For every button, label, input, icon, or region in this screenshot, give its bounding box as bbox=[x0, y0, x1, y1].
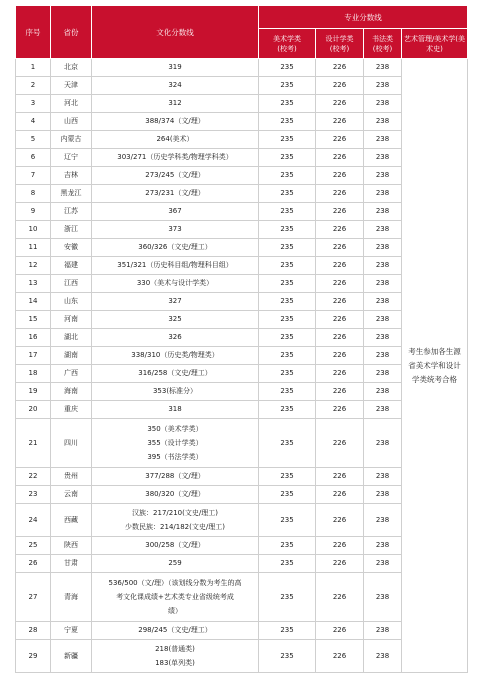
row-fine-arts-score: 235 bbox=[259, 95, 316, 113]
table-row bbox=[16, 239, 468, 257]
row-culture-score bbox=[92, 221, 259, 239]
row-fine-arts-score: 235 bbox=[259, 365, 316, 383]
culture-score-line: 360/326（文史/理工） bbox=[138, 243, 212, 251]
culture-score-line: 303/271（历史学科类/物理学科类） bbox=[117, 153, 233, 161]
header-art-management: 艺术管理/美术学(美术史) bbox=[402, 29, 468, 59]
row-number: 2 bbox=[16, 77, 51, 95]
row-province: 江西 bbox=[51, 275, 92, 293]
header-province: 省份 bbox=[51, 6, 92, 59]
row-design-score: 226 bbox=[316, 468, 364, 486]
table-row bbox=[16, 257, 468, 275]
row-calligraphy-score: 238 bbox=[364, 365, 402, 383]
row-province: 天津 bbox=[51, 77, 92, 95]
row-calligraphy-score: 238 bbox=[364, 504, 402, 537]
table-row bbox=[16, 149, 468, 167]
row-calligraphy-score: 238 bbox=[364, 77, 402, 95]
row-culture-score bbox=[92, 257, 259, 275]
table-row bbox=[16, 555, 468, 573]
row-calligraphy-score: 238 bbox=[364, 221, 402, 239]
row-design-score: 226 bbox=[316, 149, 364, 167]
table-row bbox=[16, 293, 468, 311]
row-province: 浙江 bbox=[51, 221, 92, 239]
culture-score-line: 536/500（文/理）（该划线分数为考生的高 bbox=[108, 579, 242, 587]
row-culture-score bbox=[92, 504, 259, 537]
row-province: 甘肃 bbox=[51, 555, 92, 573]
row-fine-arts-score: 235 bbox=[259, 257, 316, 275]
row-fine-arts-score: 235 bbox=[259, 486, 316, 504]
culture-score-line: 318 bbox=[168, 405, 182, 413]
row-fine-arts-score: 235 bbox=[259, 573, 316, 622]
row-design-score: 226 bbox=[316, 59, 364, 77]
row-province: 山西 bbox=[51, 113, 92, 131]
row-number: 23 bbox=[16, 486, 51, 504]
row-calligraphy-score: 238 bbox=[364, 383, 402, 401]
row-fine-arts-score: 235 bbox=[259, 203, 316, 221]
table-row bbox=[16, 419, 468, 468]
table-row bbox=[16, 203, 468, 221]
culture-score-line: 218(普通类) bbox=[155, 645, 195, 653]
row-number: 18 bbox=[16, 365, 51, 383]
culture-score-line: 少数民族：214/182(文史/理工) bbox=[125, 523, 225, 531]
culture-score-line: 377/288（文/理） bbox=[145, 472, 205, 480]
row-culture-score bbox=[92, 468, 259, 486]
row-design-score: 226 bbox=[316, 275, 364, 293]
culture-score-line: 353(标准分） bbox=[152, 387, 198, 395]
art-management-requirement: 考生参加各生源省美术学和设计学类统考合格 bbox=[402, 59, 468, 673]
row-fine-arts-score: 235 bbox=[259, 537, 316, 555]
culture-score-line: 325 bbox=[168, 315, 182, 323]
culture-score-line: 338/310（历史类/物理类） bbox=[131, 351, 219, 359]
row-design-score: 226 bbox=[316, 640, 364, 673]
culture-score-line: 319 bbox=[168, 63, 182, 71]
row-fine-arts-score: 235 bbox=[259, 77, 316, 95]
row-fine-arts-score: 235 bbox=[259, 131, 316, 149]
row-design-score: 226 bbox=[316, 131, 364, 149]
row-design-score: 226 bbox=[316, 221, 364, 239]
row-province: 黑龙江 bbox=[51, 185, 92, 203]
row-number: 25 bbox=[16, 537, 51, 555]
row-number: 19 bbox=[16, 383, 51, 401]
row-calligraphy-score: 238 bbox=[364, 573, 402, 622]
row-number: 14 bbox=[16, 293, 51, 311]
row-calligraphy-score: 238 bbox=[364, 293, 402, 311]
table-row bbox=[16, 329, 468, 347]
row-number: 29 bbox=[16, 640, 51, 673]
culture-score-line: 264(美术） bbox=[156, 135, 194, 143]
row-number: 22 bbox=[16, 468, 51, 486]
row-culture-score bbox=[92, 131, 259, 149]
row-fine-arts-score: 235 bbox=[259, 622, 316, 640]
table-row bbox=[16, 95, 468, 113]
row-culture-score bbox=[92, 59, 259, 77]
table-row bbox=[16, 622, 468, 640]
row-culture-score bbox=[92, 537, 259, 555]
row-calligraphy-score: 238 bbox=[364, 203, 402, 221]
culture-score-line: 327 bbox=[168, 297, 182, 305]
row-calligraphy-score: 238 bbox=[364, 622, 402, 640]
row-number: 8 bbox=[16, 185, 51, 203]
culture-score-line: 326 bbox=[168, 333, 182, 341]
row-fine-arts-score: 235 bbox=[259, 329, 316, 347]
row-culture-score bbox=[92, 149, 259, 167]
culture-score-line: 183(单列类) bbox=[155, 659, 195, 667]
culture-score-line: 367 bbox=[168, 207, 182, 215]
row-calligraphy-score: 238 bbox=[364, 329, 402, 347]
table-row bbox=[16, 185, 468, 203]
row-design-score: 226 bbox=[316, 311, 364, 329]
header-fine-arts: 美术学类 (校考) bbox=[259, 29, 316, 59]
row-culture-score bbox=[92, 95, 259, 113]
row-calligraphy-score: 238 bbox=[364, 257, 402, 275]
row-design-score: 226 bbox=[316, 383, 364, 401]
culture-score-line: 373 bbox=[168, 225, 182, 233]
row-province: 河北 bbox=[51, 95, 92, 113]
row-number: 7 bbox=[16, 167, 51, 185]
culture-score-line: 273/245（文/理） bbox=[145, 171, 205, 179]
row-calligraphy-score: 238 bbox=[364, 537, 402, 555]
row-number: 1 bbox=[16, 59, 51, 77]
row-calligraphy-score: 238 bbox=[364, 149, 402, 167]
row-culture-score bbox=[92, 640, 259, 673]
row-design-score: 226 bbox=[316, 95, 364, 113]
row-design-score: 226 bbox=[316, 347, 364, 365]
row-design-score: 226 bbox=[316, 257, 364, 275]
row-culture-score bbox=[92, 311, 259, 329]
row-fine-arts-score: 235 bbox=[259, 293, 316, 311]
table-row bbox=[16, 504, 468, 537]
score-table bbox=[15, 5, 468, 673]
row-number: 3 bbox=[16, 95, 51, 113]
row-design-score: 226 bbox=[316, 77, 364, 95]
row-number: 20 bbox=[16, 401, 51, 419]
row-fine-arts-score: 235 bbox=[259, 275, 316, 293]
row-fine-arts-score: 235 bbox=[259, 113, 316, 131]
culture-score-line: 380/320（文/理） bbox=[145, 490, 205, 498]
row-fine-arts-score: 235 bbox=[259, 347, 316, 365]
table-row bbox=[16, 537, 468, 555]
row-design-score: 226 bbox=[316, 555, 364, 573]
row-calligraphy-score: 238 bbox=[364, 468, 402, 486]
row-fine-arts-score: 235 bbox=[259, 401, 316, 419]
table-row bbox=[16, 167, 468, 185]
row-province: 辽宁 bbox=[51, 149, 92, 167]
table-header bbox=[16, 6, 468, 59]
table-row bbox=[16, 486, 468, 504]
culture-score-line: 298/245（文史/理工） bbox=[138, 626, 212, 634]
row-number: 24 bbox=[16, 504, 51, 537]
row-fine-arts-score: 235 bbox=[259, 149, 316, 167]
row-number: 17 bbox=[16, 347, 51, 365]
row-culture-score bbox=[92, 77, 259, 95]
row-culture-score bbox=[92, 573, 259, 622]
row-design-score: 226 bbox=[316, 329, 364, 347]
row-calligraphy-score: 238 bbox=[364, 555, 402, 573]
table-row bbox=[16, 77, 468, 95]
row-calligraphy-score: 238 bbox=[364, 167, 402, 185]
culture-score-line: 395（书法学类） bbox=[147, 453, 203, 461]
culture-score-line: 351/321（历史科目组/物理科目组） bbox=[117, 261, 233, 269]
row-calligraphy-score: 238 bbox=[364, 239, 402, 257]
table-row bbox=[16, 113, 468, 131]
row-design-score: 226 bbox=[316, 504, 364, 537]
table-body bbox=[16, 59, 468, 673]
row-fine-arts-score: 235 bbox=[259, 555, 316, 573]
row-number: 9 bbox=[16, 203, 51, 221]
culture-score-line: 324 bbox=[168, 81, 182, 89]
row-fine-arts-score: 235 bbox=[259, 468, 316, 486]
row-province: 山东 bbox=[51, 293, 92, 311]
row-design-score: 226 bbox=[316, 167, 364, 185]
table-row bbox=[16, 468, 468, 486]
culture-score-line: 273/231（文/理） bbox=[145, 189, 205, 197]
culture-score-line: 388/374（文/理） bbox=[145, 117, 205, 125]
row-culture-score bbox=[92, 293, 259, 311]
table-row bbox=[16, 640, 468, 673]
row-calligraphy-score: 238 bbox=[364, 419, 402, 468]
row-province: 贵州 bbox=[51, 468, 92, 486]
row-number: 6 bbox=[16, 149, 51, 167]
row-fine-arts-score: 235 bbox=[259, 167, 316, 185]
row-culture-score bbox=[92, 203, 259, 221]
row-fine-arts-score: 235 bbox=[259, 221, 316, 239]
row-number: 27 bbox=[16, 573, 51, 622]
row-design-score: 226 bbox=[316, 239, 364, 257]
table-row bbox=[16, 131, 468, 149]
row-number: 12 bbox=[16, 257, 51, 275]
row-culture-score bbox=[92, 401, 259, 419]
row-culture-score bbox=[92, 185, 259, 203]
row-culture-score bbox=[92, 419, 259, 468]
culture-score-line: 300/258（文/理） bbox=[145, 541, 205, 549]
culture-score-line: 316/258（文史/理工） bbox=[138, 369, 212, 377]
row-province: 河南 bbox=[51, 311, 92, 329]
row-calligraphy-score: 238 bbox=[364, 401, 402, 419]
row-calligraphy-score: 238 bbox=[364, 59, 402, 77]
row-culture-score bbox=[92, 113, 259, 131]
row-calligraphy-score: 238 bbox=[364, 95, 402, 113]
row-culture-score bbox=[92, 167, 259, 185]
row-number: 11 bbox=[16, 239, 51, 257]
row-calligraphy-score: 238 bbox=[364, 486, 402, 504]
row-design-score: 226 bbox=[316, 185, 364, 203]
row-calligraphy-score: 238 bbox=[364, 185, 402, 203]
table-row bbox=[16, 573, 468, 622]
row-design-score: 226 bbox=[316, 573, 364, 622]
row-calligraphy-score: 238 bbox=[364, 131, 402, 149]
row-province: 内蒙古 bbox=[51, 131, 92, 149]
row-fine-arts-score: 235 bbox=[259, 383, 316, 401]
row-fine-arts-score: 235 bbox=[259, 59, 316, 77]
row-province: 西藏 bbox=[51, 504, 92, 537]
row-province: 新疆 bbox=[51, 640, 92, 673]
row-province: 云南 bbox=[51, 486, 92, 504]
row-province: 江苏 bbox=[51, 203, 92, 221]
culture-score-line: 考文化课成绩+艺术类专业省级统考成 bbox=[116, 593, 234, 601]
row-culture-score bbox=[92, 486, 259, 504]
row-calligraphy-score: 238 bbox=[364, 347, 402, 365]
row-number: 5 bbox=[16, 131, 51, 149]
row-number: 26 bbox=[16, 555, 51, 573]
row-design-score: 226 bbox=[316, 365, 364, 383]
table-row bbox=[16, 347, 468, 365]
table-row bbox=[16, 275, 468, 293]
header-professional: 专业分数线 bbox=[259, 6, 468, 29]
row-design-score: 226 bbox=[316, 622, 364, 640]
culture-score-line: 259 bbox=[168, 559, 182, 567]
row-province: 青海 bbox=[51, 573, 92, 622]
table-row bbox=[16, 401, 468, 419]
row-province: 吉林 bbox=[51, 167, 92, 185]
row-province: 北京 bbox=[51, 59, 92, 77]
culture-score-line: 350（美术学类） bbox=[147, 425, 203, 433]
row-culture-score bbox=[92, 329, 259, 347]
row-culture-score bbox=[92, 555, 259, 573]
row-design-score: 226 bbox=[316, 486, 364, 504]
row-culture-score bbox=[92, 347, 259, 365]
row-province: 安徽 bbox=[51, 239, 92, 257]
header-culture: 文化分数线 bbox=[92, 6, 259, 59]
row-fine-arts-score: 235 bbox=[259, 239, 316, 257]
row-province: 陕西 bbox=[51, 537, 92, 555]
culture-score-line: 312 bbox=[168, 99, 182, 107]
row-number: 15 bbox=[16, 311, 51, 329]
row-province: 湖北 bbox=[51, 329, 92, 347]
row-province: 宁夏 bbox=[51, 622, 92, 640]
row-design-score: 226 bbox=[316, 203, 364, 221]
row-calligraphy-score: 238 bbox=[364, 640, 402, 673]
culture-score-line: 330（美术与设计学类） bbox=[136, 279, 214, 287]
table-row bbox=[16, 383, 468, 401]
row-design-score: 226 bbox=[316, 293, 364, 311]
row-fine-arts-score: 235 bbox=[259, 185, 316, 203]
culture-score-line: 绩） bbox=[168, 607, 182, 615]
row-number: 21 bbox=[16, 419, 51, 468]
row-culture-score bbox=[92, 275, 259, 293]
row-fine-arts-score: 235 bbox=[259, 419, 316, 468]
table-row bbox=[16, 221, 468, 239]
row-province: 海南 bbox=[51, 383, 92, 401]
row-province: 四川 bbox=[51, 419, 92, 468]
row-number: 4 bbox=[16, 113, 51, 131]
row-fine-arts-score: 235 bbox=[259, 504, 316, 537]
row-culture-score bbox=[92, 365, 259, 383]
header-calligraphy: 书法类 (校考) bbox=[364, 29, 402, 59]
row-province: 湖南 bbox=[51, 347, 92, 365]
row-culture-score bbox=[92, 383, 259, 401]
row-design-score: 226 bbox=[316, 419, 364, 468]
row-culture-score bbox=[92, 239, 259, 257]
table-row bbox=[16, 59, 468, 77]
row-calligraphy-score: 238 bbox=[364, 311, 402, 329]
row-number: 10 bbox=[16, 221, 51, 239]
row-design-score: 226 bbox=[316, 537, 364, 555]
row-province: 福建 bbox=[51, 257, 92, 275]
row-design-score: 226 bbox=[316, 401, 364, 419]
row-number: 13 bbox=[16, 275, 51, 293]
culture-score-line: 汉族：217/210(文史/理工) bbox=[132, 509, 218, 517]
row-fine-arts-score: 235 bbox=[259, 311, 316, 329]
row-culture-score bbox=[92, 622, 259, 640]
row-province: 广西 bbox=[51, 365, 92, 383]
table-row bbox=[16, 311, 468, 329]
row-number: 16 bbox=[16, 329, 51, 347]
row-calligraphy-score: 238 bbox=[364, 113, 402, 131]
row-calligraphy-score: 238 bbox=[364, 275, 402, 293]
table-row bbox=[16, 365, 468, 383]
culture-score-line: 355（设计学类） bbox=[147, 439, 203, 447]
row-design-score: 226 bbox=[316, 113, 364, 131]
header-design: 设计学类 (校考) bbox=[316, 29, 364, 59]
score-table-wrapper bbox=[15, 5, 467, 673]
header-seq: 序号 bbox=[16, 6, 51, 59]
row-number: 28 bbox=[16, 622, 51, 640]
row-province: 重庆 bbox=[51, 401, 92, 419]
row-fine-arts-score: 235 bbox=[259, 640, 316, 673]
